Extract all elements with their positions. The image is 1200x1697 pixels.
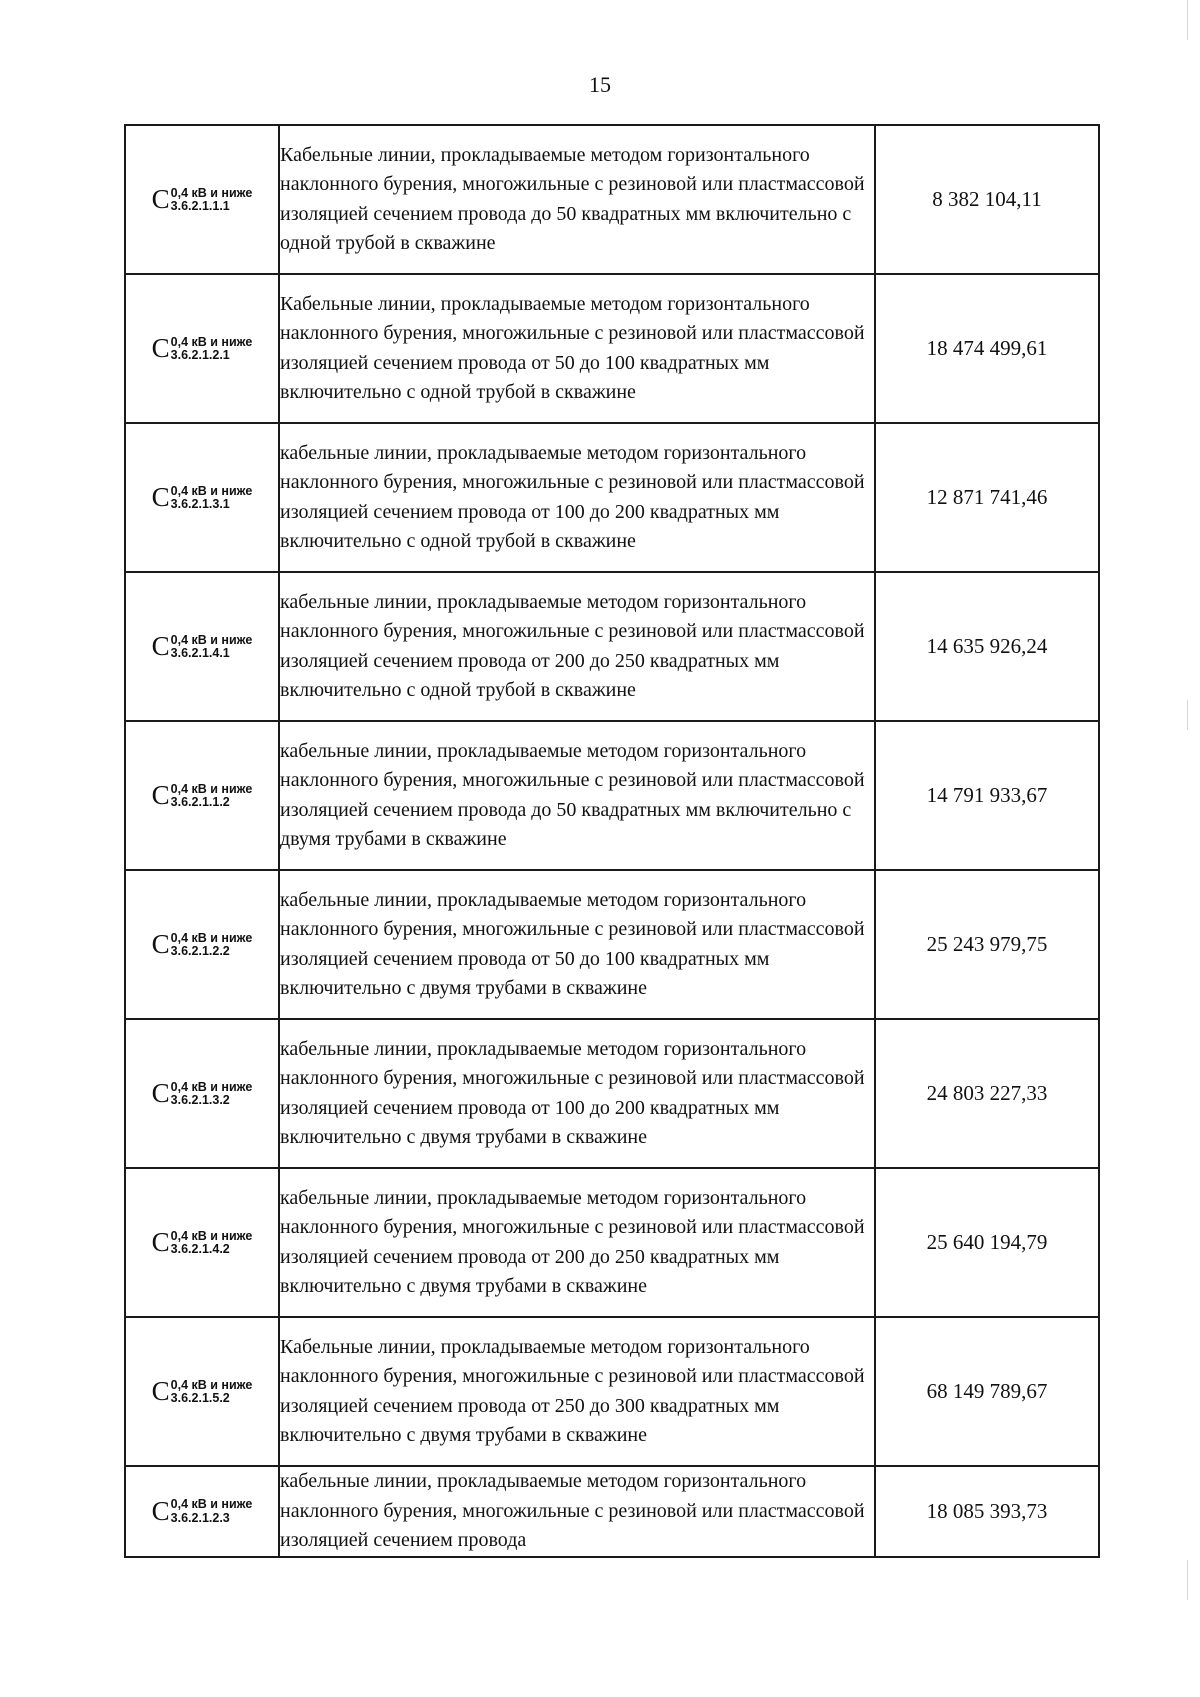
rate-code-voltage: 0,4 кВ и ниже <box>170 781 253 796</box>
rate-description: Кабельные линии, прокладываемые методом горизонтального наклонного бурения, многожильные с резиновой или пластмассовой изоляцией сечением провода до 50 квадратных мм включительно с одной трубой в скважине <box>279 125 875 274</box>
rate-code-cell <box>125 274 279 423</box>
rate-code-cell <box>125 572 279 721</box>
rate-code-voltage: 0,4 кВ и ниже <box>170 930 253 945</box>
rate-code <box>152 484 253 511</box>
rate-description: кабельные линии, прокладываемые методом горизонтального наклонного бурения, многожильные с резиновой или пластмассовой изоляцией сечением провода от 200 до 250 квадратных мм включительно с одной трубой в скважине <box>279 572 875 721</box>
rate-code-voltage: 0,4 кВ и ниже <box>170 1079 253 1094</box>
rate-code-voltage: 0,4 кВ и ниже <box>170 1228 253 1243</box>
rate-code-indices <box>171 1379 253 1405</box>
table-row <box>125 274 1099 423</box>
rate-code-index: 3.6.2.1.2.1 <box>170 348 230 362</box>
rate-code-index: 3.6.2.1.2.3 <box>170 1510 230 1525</box>
rate-code-index: 3.6.2.1.4.2 <box>170 1242 230 1256</box>
rate-description: кабельные линии, прокладываемые методом горизонтального наклонного бурения, многожильные с резиновой или пластмассовой изоляцией сечением провода от 200 до 250 квадратных мм включительно с двумя трубами в скважине <box>279 1168 875 1317</box>
scan-edge-mark <box>1187 700 1188 730</box>
rate-code-index: 3.6.2.1.1.2 <box>170 795 230 809</box>
rate-code-cell <box>125 870 279 1019</box>
rate-code-letter: С <box>151 631 170 661</box>
rate-code <box>152 931 253 958</box>
table-row <box>125 870 1099 1019</box>
rate-value: 12 871 741,46 <box>875 423 1099 572</box>
rate-code-indices <box>171 634 253 660</box>
rate-code-letter: С <box>151 1227 170 1257</box>
rate-code-indices <box>171 1081 253 1107</box>
rate-value: 18 085 393,73 <box>875 1466 1099 1557</box>
rates-table <box>124 124 1100 1558</box>
rate-code-cell <box>125 1168 279 1317</box>
rate-code-indices <box>171 1230 253 1256</box>
rate-code-cell <box>125 721 279 870</box>
rate-code-letter: С <box>151 1376 170 1406</box>
rate-code <box>152 1378 253 1405</box>
rates-table-body <box>125 125 1099 1557</box>
rate-code-index: 3.6.2.1.3.1 <box>170 497 230 511</box>
rate-code-index: 3.6.2.1.5.2 <box>170 1391 230 1405</box>
table-row <box>125 721 1099 870</box>
table-row <box>125 1168 1099 1317</box>
rate-value: 25 243 979,75 <box>875 870 1099 1019</box>
rate-code-indices <box>171 336 253 362</box>
table-row <box>125 1019 1099 1168</box>
scan-edge-mark <box>1187 0 1188 40</box>
rate-code-letter: С <box>151 333 170 363</box>
rate-value: 14 791 933,67 <box>875 721 1099 870</box>
rate-code-letter: С <box>151 184 170 214</box>
rate-code-letter: С <box>151 780 170 810</box>
rate-value: 18 474 499,61 <box>875 274 1099 423</box>
rate-description: кабельные линии, прокладываемые методом горизонтального наклонного бурения, многожильные с резиновой или пластмассовой изоляцией сечением провода от 100 до 200 квадратных мм включительно с двумя трубами в скважине <box>279 1019 875 1168</box>
rate-code-index: 3.6.2.1.4.1 <box>170 646 230 660</box>
rate-description: кабельные линии, прокладываемые методом горизонтального наклонного бурения, многожильные с резиновой или пластмассовой изоляцией сечением провода до 50 квадратных мм включительно с двумя трубами в скважине <box>279 721 875 870</box>
table-row <box>125 572 1099 721</box>
rate-code-indices <box>171 1498 253 1524</box>
table-row <box>125 1466 1099 1557</box>
rate-code-voltage: 0,4 кВ и ниже <box>170 632 253 647</box>
rate-code-indices <box>171 485 253 511</box>
rate-code-indices <box>171 932 253 958</box>
rate-description: кабельные линии, прокладываемые методом горизонтального наклонного бурения, многожильные с резиновой или пластмассовой изоляцией сечением провода от 100 до 200 квадратных мм включительно с одной трубой в скважине <box>279 423 875 572</box>
table-row <box>125 423 1099 572</box>
scan-edge-mark <box>1187 1560 1188 1600</box>
rate-code-voltage: 0,4 кВ и ниже <box>170 483 253 498</box>
rate-description: кабельные линии, прокладываемые методом горизонтального наклонного бурения, многожильные с резиновой или пластмассовой изоляцией сечением провода <box>279 1466 875 1557</box>
rate-code <box>151 1495 253 1526</box>
rate-code-indices <box>171 187 253 213</box>
rate-code-index: 3.6.2.1.3.2 <box>170 1093 230 1107</box>
rate-code-cell <box>125 423 279 572</box>
rate-description: кабельные линии, прокладываемые методом горизонтального наклонного бурения, многожильные с резиновой или пластмассовой изоляцией сечением провода от 50 до 100 квадратных мм включительно с двумя трубами в скважине <box>279 870 875 1019</box>
rate-code-index: 3.6.2.1.2.2 <box>170 944 230 958</box>
rate-value: 8 382 104,11 <box>875 125 1099 274</box>
rate-code-voltage: 0,4 кВ и ниже <box>170 1497 253 1512</box>
rate-code <box>152 186 253 213</box>
rate-description: Кабельные линии, прокладываемые методом горизонтального наклонного бурения, многожильные с резиновой или пластмассовой изоляцией сечением провода от 50 до 100 квадратных мм включительно с одной трубой в скважине <box>279 274 875 423</box>
rate-code-letter: С <box>151 1078 170 1108</box>
rate-code-voltage: 0,4 кВ и ниже <box>170 185 253 200</box>
rate-value: 24 803 227,33 <box>875 1019 1099 1168</box>
rate-value: 25 640 194,79 <box>875 1168 1099 1317</box>
rate-value: 14 635 926,24 <box>875 572 1099 721</box>
rate-code-voltage: 0,4 кВ и ниже <box>170 1377 253 1392</box>
rate-code-cell <box>125 125 279 274</box>
rate-code <box>152 335 253 362</box>
rate-code <box>152 1229 253 1256</box>
rate-code-voltage: 0,4 кВ и ниже <box>170 334 253 349</box>
rate-code-letter: С <box>151 1495 170 1526</box>
rate-code-indices <box>171 783 253 809</box>
table-row <box>125 125 1099 274</box>
rate-code-letter: С <box>151 482 170 512</box>
rate-code <box>152 1080 253 1107</box>
rate-description: Кабельные линии, прокладываемые методом горизонтального наклонного бурения, многожильные с резиновой или пластмассовой изоляцией сечением провода от 250 до 300 квадратных мм включительно с двумя трубами в скважине <box>279 1317 875 1466</box>
rate-value: 68 149 789,67 <box>875 1317 1099 1466</box>
page-number: 15 <box>589 72 611 97</box>
rate-code-cell <box>125 1019 279 1168</box>
rate-code-cell <box>125 1317 279 1466</box>
rate-code <box>152 633 253 660</box>
rate-code-letter: С <box>151 929 170 959</box>
table-row <box>125 1317 1099 1466</box>
rate-code-cell <box>125 1466 279 1557</box>
rate-code <box>152 782 253 809</box>
rate-code-index: 3.6.2.1.1.1 <box>170 199 230 213</box>
